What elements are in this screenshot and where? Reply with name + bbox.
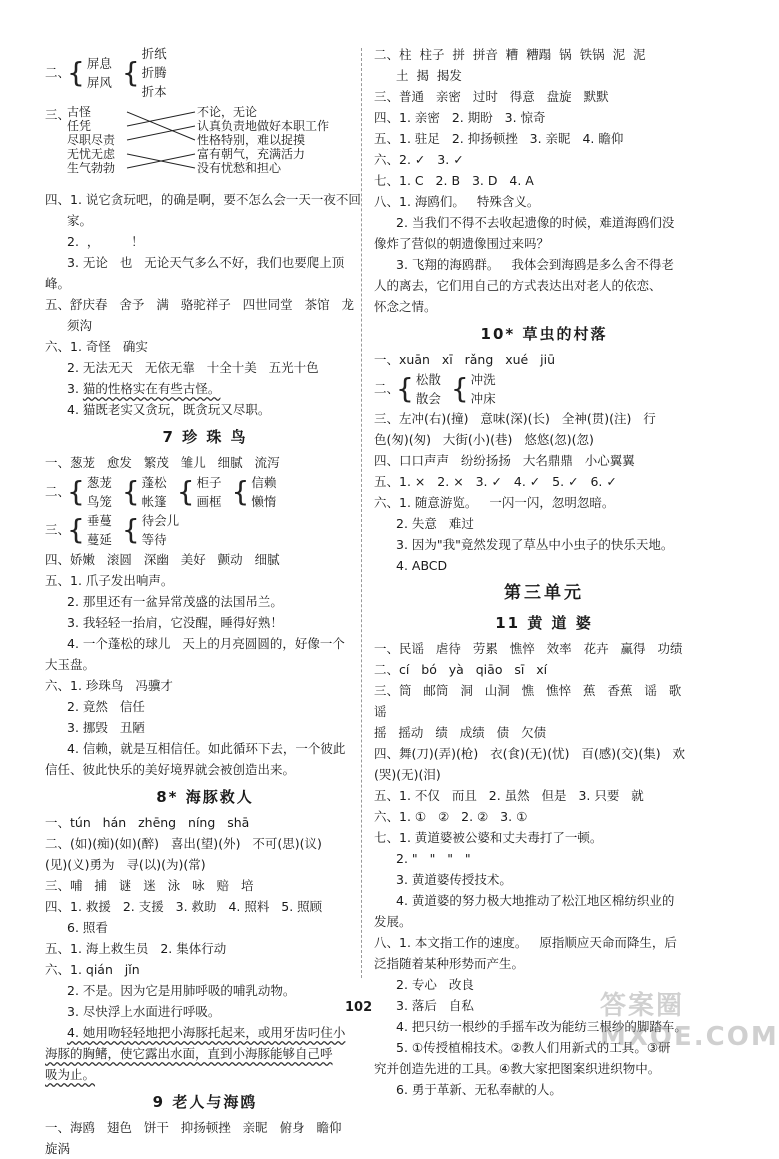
answer-line: 四、1. 救援 2. 支援 3. 救助 4. 照料 5. 照顾 [45, 899, 323, 914]
answer-line: 2. 专心 改良 [396, 977, 474, 992]
underlined-answer: 4. 她用吻轻轻地把小海豚托起来，或用牙齿叼住小 [67, 1025, 346, 1040]
brace-word: 柜子 [196, 475, 222, 490]
answer-line: 3. 挪毁 丑陋 [67, 720, 145, 735]
q3-matching [67, 105, 365, 189]
lesson-title-8: 8* 海豚救人 [156, 788, 254, 806]
answer-line: 七、1. 黄道婆被公婆和丈夫毒打了一顿。 [374, 830, 603, 845]
lesson-title-10: 10* 草虫的村落 [480, 325, 608, 343]
answer-line: 五、1. 驻足 2. 抑扬顿挫 3. 亲昵 4. 瞻仰 [374, 131, 624, 146]
q2-word: 折腾 [141, 65, 167, 80]
answer-line: 大玉盘。 [45, 657, 96, 672]
answer-line: 六、1. ① ② 2. ② 3. ① [374, 809, 528, 824]
brace-word: 蔓延 [86, 532, 112, 547]
q2-word: 折纸 [141, 46, 167, 61]
q3-label: 三、 [45, 522, 71, 537]
answer-line: 五、1. 爪子发出响声。 [45, 573, 174, 588]
answer-line: 谣 [374, 704, 387, 719]
answer-line: 三、普通 亲密 过时 得意 盘旋 默默 [374, 89, 609, 104]
page-number: 102 [345, 1000, 373, 1015]
answer-number: 3. [67, 381, 83, 396]
answer-line: 4. 猫既老实又贪玩，既贪玩又尽职。 [67, 402, 271, 417]
answer-line: 五、舒庆春 舍予 满 骆驼祥子 四世同堂 茶馆 龙 [45, 297, 355, 312]
match-left-item: 任凭 [67, 119, 92, 133]
answer-line: 二、cí bó yà qiāo sī xí [374, 662, 548, 677]
answer-line: 2. 竟然 信任 [67, 699, 145, 714]
match-right-item: 性格特别，难以捉摸 [197, 133, 306, 147]
answer-line: 须沟 [67, 318, 93, 333]
answer-line: 一、xuān xī rǎng xué jiū [374, 352, 555, 367]
q2-word: 屏息 [86, 55, 112, 71]
match-left-item: 尽职尽责 [67, 133, 116, 147]
answer-line: 3. 尽快浮上水面进行呼吸。 [67, 1004, 221, 1019]
answer-line: 八、1. 海鸥们。 特殊含义。 [374, 194, 540, 209]
answer-line: 四、1. 说它贪玩吧，的确是啊，要不怎么会一天一夜不回 [45, 192, 361, 207]
answer-line: 4. 一个蓬松的球儿 天上的月亮圆圆的，好像一个 [67, 636, 345, 651]
brace-word: 鸟笼 [86, 494, 112, 509]
answer-line: 3. 黄道婆传授技术。 [396, 872, 512, 887]
answer-line: 色(匆)(匆) 大街(小)(巷) 悠悠(忽)(忽) [374, 432, 594, 447]
answer-line: 像炸了营似的朝遗像围过来吗？ [374, 236, 550, 251]
answer-line: 人的离去，它们用自己的方式表达出对老人的依恋、 [374, 278, 662, 293]
match-lines [127, 105, 197, 177]
answer-line: 2. 当我们不得不去收起遗像的时候，难道海鸥们没 [396, 215, 675, 230]
answer-line: 三、筒 邮筒 洞 山洞 憔 憔悴 蕉 香蕉 谣 歌 [374, 683, 682, 698]
answer-line: 4. 信赖，就是互相信任。如此循环下去，一个彼此 [67, 741, 346, 756]
brace-word: 等待 [141, 532, 167, 547]
answer-line: 八、1. 本文指工作的速度。 原指顺应天命而降生，后 [374, 935, 677, 950]
match-left-item: 古怪 [67, 105, 92, 119]
brace-word: 冲洗 [470, 372, 496, 387]
match-left-item: 生气勃勃 [67, 161, 116, 175]
answer-line: 旋涡 [45, 1141, 71, 1156]
answer-line: (哭)(无)(泪) [374, 767, 441, 782]
answer-line: 六、1. 奇怪 确实 [45, 339, 148, 354]
q2-word: 屏风 [86, 74, 112, 90]
brace-word: 蓬松 [141, 475, 167, 490]
q2-brace-group-7: 二、 { 葱茏 鸟笼 { 蓬松 帐篷 { 柜子 画框 { 信赖 懒惰 [45, 475, 277, 509]
answer-line: 六、1. 随意游览。 一闪一闪，忽明忽暗。 [374, 495, 615, 510]
answer-line: (见)(义)勇为 寻(以)(为)(常) [45, 857, 206, 872]
brace-word: 垂蔓 [86, 513, 112, 528]
answer-line: 究并创造先进的工具。④教大家把图案织进织物中。 [374, 1061, 661, 1076]
answer-line: 四、口口声声 纷纷扬扬 大名鼎鼎 小心翼翼 [374, 453, 635, 468]
match-right-item: 没有忧愁和担心 [197, 161, 282, 175]
answer-line: 发展。 [374, 914, 412, 929]
answer-line: 3. 飞翔的海鸥群。 我体会到海鸥是多么舍不得老 [396, 257, 674, 272]
answer-line: 怀念之情。 [374, 299, 437, 314]
lesson-title-9: 9 老人与海鸥 [152, 1093, 258, 1111]
answer-line [45, 378, 365, 399]
match-right-item: 富有朝气，充满活力 [197, 147, 306, 161]
answer-line: 二、(如)(痴)(如)(醉) 喜出(望)(外) 不可(思)(议) [45, 836, 322, 851]
answer-line: 2. 无法无天 无依无靠 十全十美 五光十色 [67, 360, 319, 375]
answer-line: 四、舞(刀)(弄)(枪) 衣(食)(无)(忧) 百(感)(交)(集) 欢 [374, 746, 686, 761]
unit-heading: 第三单元 [504, 583, 584, 603]
q2-label: 二、 [45, 484, 71, 499]
q3-label: 三、 [45, 107, 71, 122]
answer-line: 6. 照看 [67, 920, 108, 935]
lesson-title-7: 7 珍 珠 鸟 [162, 428, 248, 446]
answer-line: 三、哺 捕 谜 迷 泳 咏 赔 培 [45, 878, 254, 893]
q2-label: 二、 [45, 64, 71, 80]
answer-line: 泛指随着某种形势而产生。 [374, 956, 525, 971]
answer-line: 一、海鸥 翅色 饼干 抑扬顿挫 亲昵 俯身 瞻仰 [45, 1120, 342, 1135]
answer-line: 五、1. 不仅 而且 2. 虽然 但是 3. 只要 就 [374, 788, 644, 803]
q2-brace-group: 二、 { 屏息 屏风 { 折纸 折腾 折本 [45, 46, 167, 99]
answer-line: 五、1. × 2. × 3. ✓ 4. ✓ 5. ✓ 6. ✓ [374, 474, 617, 489]
answer-line: 六、1. qián jǐn [45, 962, 140, 977]
answer-line: 五、1. 海上救生员 2. 集体行动 [45, 941, 227, 956]
match-right-item: 不论，无论 [197, 105, 258, 119]
answer-line: 一、tún hán zhēng níng shā [45, 815, 250, 830]
answer-line: 六、2. ✓ 3. ✓ [374, 152, 464, 167]
q2-brace-group-10: 二、 { 松散 散会 { 冲洗 冲床 [374, 372, 496, 406]
answer-line: 七、1. C 2. B 3. D 4. A [374, 173, 534, 188]
answer-line: 4. 把只纺一根纱的手摇车改为能纺三根纱的脚踏车。 [396, 1019, 687, 1034]
answer-line: 二、柱 柱子 拼 拼音 糟 糟蹋 锅 铁锅 泥 泥 [374, 47, 646, 62]
match-right-item: 认真负责地做好本职工作 [197, 119, 330, 133]
brace-word: 散会 [415, 391, 441, 406]
answer-line: 3. 因为"我"竟然发现了草丛中小虫子的快乐天地。 [396, 537, 674, 552]
answer-line: 土 揭 揭发 [396, 68, 462, 83]
brace-word: 葱茏 [86, 475, 112, 490]
answer-line: 4. ABCD [396, 558, 448, 573]
left-column [45, 44, 365, 1159]
answer-line: 2. 失意 难过 [396, 516, 474, 531]
answer-line: 2. " " " " [396, 851, 471, 866]
match-left-item: 无忧无虑 [67, 147, 116, 161]
answer-line: 信任、彼此快乐的美好境界就会被创造出来。 [45, 762, 296, 777]
answer-line: 峰。 [45, 276, 71, 291]
answer-line: 六、1. 珍珠鸟 冯骥才 [45, 678, 173, 693]
answer-line: 摇 摇动 绩 成绩 债 欠债 [374, 725, 547, 740]
answer-line: 2. ， ！ [67, 234, 144, 249]
answer-line: 三、左冲(右)(撞) 意味(深)(长) 全神(贯)(注) 行 [374, 411, 656, 426]
brace-word: 帐篷 [141, 494, 167, 509]
underlined-answer: 猫的性格实在有些古怪。 [82, 381, 221, 396]
answer-line: 一、民谣 虐待 劳累 憔悴 效率 花卉 赢得 功绩 [374, 641, 683, 656]
answer-line: 2. 那里还有一盆异常茂盛的法国吊兰。 [67, 594, 283, 609]
q2-label: 二、 [374, 381, 400, 396]
brace-word: 懒惰 [251, 494, 277, 509]
answer-line: 四、1. 亲密 2. 期盼 3. 惊奇 [374, 110, 546, 125]
brace-word: 待会儿 [141, 513, 180, 528]
answer-line: 3. 落后 自私 [396, 998, 474, 1013]
right-column [374, 44, 714, 1100]
brace-word: 冲床 [470, 391, 496, 406]
q3-brace-group-7: 三、 { 垂蔓 蔓延 { 待会儿 等待 [45, 513, 180, 547]
brace-word: 信赖 [251, 475, 277, 490]
brace-word: 松散 [415, 372, 441, 387]
answer-line: 一、葱茏 愈发 繁茂 雏儿 细腻 流泻 [45, 455, 280, 470]
watermark-logo: 答案圈 MXQE.COM [600, 991, 779, 1052]
underlined-answer: 吸为止。 [45, 1067, 96, 1082]
answer-line: 6. 勇于革新、无私奉献的人。 [396, 1082, 562, 1097]
answer-line: 5. ①传授植棉技术。②教人们用新式的工具。③研 [396, 1040, 671, 1055]
answer-line: 2. 不是。因为它是用肺呼吸的哺乳动物。 [67, 983, 296, 998]
underlined-answer: 海豚的胸鳍，使它露出水面，直到小海豚能够自己呼 [45, 1046, 333, 1061]
q2-word: 折本 [141, 84, 167, 99]
answer-line: 3. 无论 也 无论天气多么不好，我们也要爬上顶 [67, 255, 345, 270]
answer-line: 家。 [67, 213, 93, 228]
lesson-title-11: 11 黄 道 婆 [495, 614, 593, 632]
brace-word: 画框 [196, 494, 222, 509]
answer-line: 四、娇嫩 滚圆 深幽 美好 颤动 细腻 [45, 552, 280, 567]
answer-line: 4. 黄道婆的努力极大地推动了松江地区棉纺织业的 [396, 893, 675, 908]
answer-line: 3. 我轻轻一抬肩，它没醒，睡得好熟！ [67, 615, 283, 630]
